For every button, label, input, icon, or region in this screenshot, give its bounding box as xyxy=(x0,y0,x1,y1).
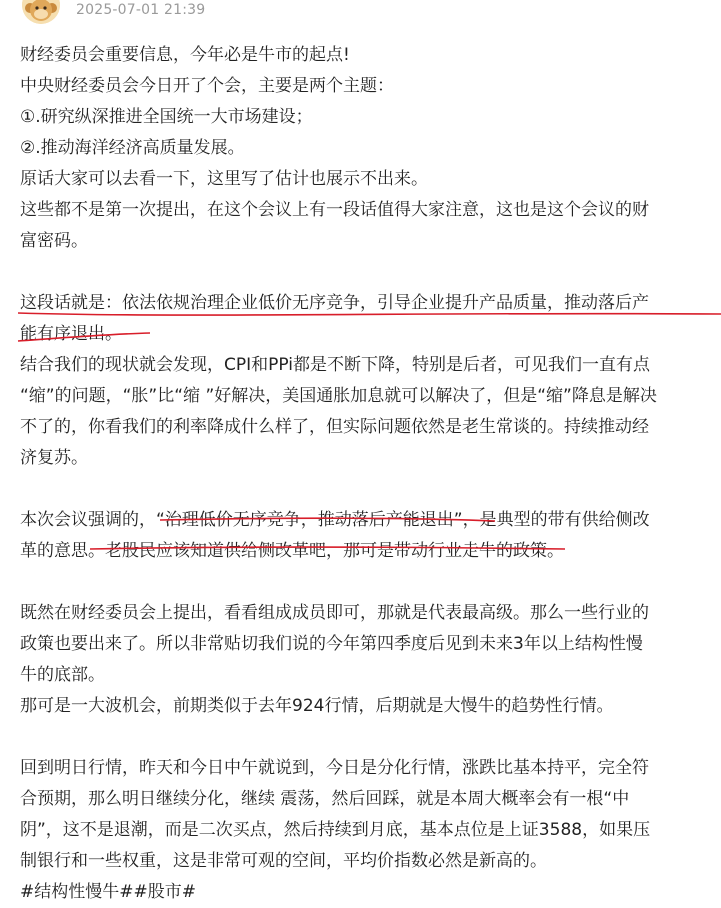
post-line: ①.研究纵深推进全国统一大市场建设； xyxy=(20,107,313,127)
key-sentence-line: 这段话就是：依法依规治理企业低价无序竞争，引导企业提升产品质量，推动落后产 xyxy=(20,293,649,313)
post-line: 那可是一大波机会，前期类似于去年924行情，后期就是大慢牛的趋势性行情。 xyxy=(20,696,614,716)
reform-sentence-line: 革的意思。老股民应该知道供给侧改革吧，那可是带动行业走牛的政策。 xyxy=(20,541,564,561)
post-line: 阴”，这不是退潮，而是二次买点，然后持续到月底，基本点位是上证3588，如果压 xyxy=(20,820,651,840)
post-line: 既然在财经委员会上提出，看看组成成员即可，那就是代表最高级。那么一些行业的 xyxy=(20,603,649,623)
post-line: 富密码。 xyxy=(20,231,88,251)
post-line: 回到明日行情，昨天和今日中午就说到，今日是分化行情，涨跌比基本持平，完全符 xyxy=(20,758,649,778)
post-body xyxy=(20,40,700,908)
post-line: 结合我们的现状就会发现，CPI和PPi都是不断下降，特别是后者，可见我们一直有点 xyxy=(20,355,650,375)
post-line: ②.推动海洋经济高质量发展。 xyxy=(20,138,245,158)
post-line: 财经委员会重要信息，今年必是牛市的起点! xyxy=(20,45,350,65)
post-line: 牛的底部。 xyxy=(20,665,105,685)
post-line: 济复苏。 xyxy=(20,448,88,468)
cartoon-monkey-avatar-icon xyxy=(22,0,60,24)
spacer xyxy=(20,474,700,505)
post-line: 这些都不是第一次提出，在这个会议上有一段话值得大家注意，这也是这个会议的财 xyxy=(20,200,649,220)
post-line: 制银行和一些权重，这是非常可观的空间，平均价指数必然是新高的。 xyxy=(20,851,547,871)
post-line: 不了的，你看我们的利率降成什么样了，但实际问题依然是老生常谈的。持续推动经 xyxy=(20,417,649,437)
post-line: 合预期，那么明日继续分化，继续 震荡，然后回踩，就是本周大概率会有一根“中 xyxy=(20,789,630,809)
key-sentence-line: 能有序退出。 xyxy=(20,324,122,344)
post-line: 中央财经委员会今日开了个会，主要是两个主题： xyxy=(20,76,394,96)
spacer xyxy=(20,257,700,288)
spacer xyxy=(20,567,700,598)
post-timestamp: 2025-07-01 21:39 xyxy=(76,2,206,18)
post-line: “缩”的问题，“胀”比“缩 ”好解决，美国通胀加息就可以解决了，但是“缩”降息是解决 xyxy=(20,386,657,406)
avatar[interactable] xyxy=(22,0,60,24)
hashtags-link[interactable]: #结构性慢牛##股市# xyxy=(20,882,196,902)
reform-sentence-line: 本次会议强调的，“治理低价无序竞争，推动落后产能退出”，是典型的带有供给侧改 xyxy=(20,510,650,530)
post-line: 原话大家可以去看一下，这里写了估计也展示不出来。 xyxy=(20,169,428,189)
post-line: 政策也要出来了。所以非常贴切我们说的今年第四季度后见到未来3年以上结构性慢 xyxy=(20,634,643,654)
spacer xyxy=(20,722,700,753)
